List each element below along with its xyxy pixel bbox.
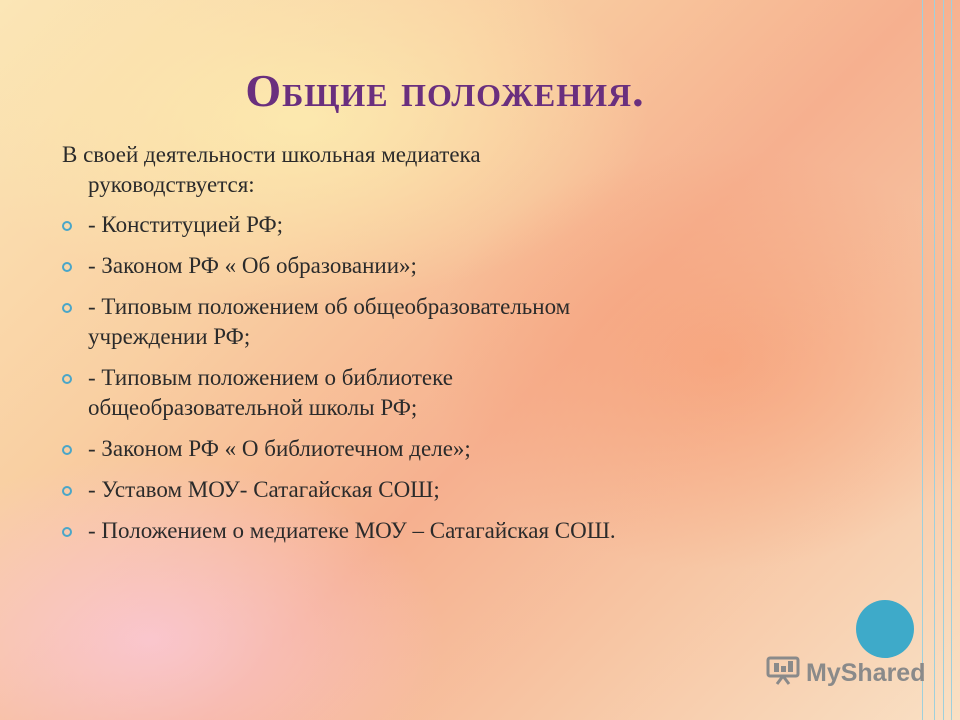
bullet-icon — [62, 527, 72, 537]
list-item — [62, 251, 842, 281]
slide-body — [62, 140, 842, 557]
bullet-icon — [62, 445, 72, 455]
bullet-icon — [62, 374, 72, 384]
list-item-text: - Конституцией РФ; — [88, 212, 284, 237]
list-item-text: - Законом РФ « Об образовании»; — [88, 253, 417, 278]
bullet-list — [62, 210, 842, 546]
decorative-circle — [856, 600, 914, 658]
page-title: Общие положения. — [245, 65, 645, 116]
list-item-text: - Законом РФ « О библиотечном деле»; — [88, 436, 471, 461]
intro-paragraph — [62, 140, 842, 200]
bullet-icon — [62, 486, 72, 496]
divider-line — [951, 0, 952, 720]
list-item-text: общеобразовательной школы РФ; — [88, 395, 418, 420]
list-item — [62, 434, 842, 464]
watermark-logo — [766, 655, 925, 692]
list-item-text: - Положением о медиатеке МОУ – Сатагайская СОШ. — [88, 518, 616, 543]
list-item — [62, 475, 842, 505]
projector-screen-icon — [766, 655, 806, 692]
list-item-text: - Уставом МОУ- Сатагайская СОШ; — [88, 477, 440, 502]
divider-line — [922, 0, 923, 720]
intro-text: руководствуется: — [88, 172, 255, 197]
list-item — [62, 516, 842, 546]
list-item — [62, 292, 842, 352]
intro-text: В своей деятельности школьная медиатека — [62, 142, 481, 167]
bullet-icon — [62, 262, 72, 272]
list-item-text: - Типовым положением об общеобразовательном — [88, 294, 571, 319]
list-item-text: - Типовым положением о библиотеке — [88, 365, 453, 390]
list-item — [62, 363, 842, 423]
bullet-icon — [62, 303, 72, 313]
list-item — [62, 210, 842, 240]
bullet-icon — [62, 221, 72, 231]
list-item-text: учреждении РФ; — [88, 324, 251, 349]
divider-line — [943, 0, 944, 720]
watermark-text: MyShared — [806, 659, 926, 687]
divider-line — [934, 0, 935, 720]
